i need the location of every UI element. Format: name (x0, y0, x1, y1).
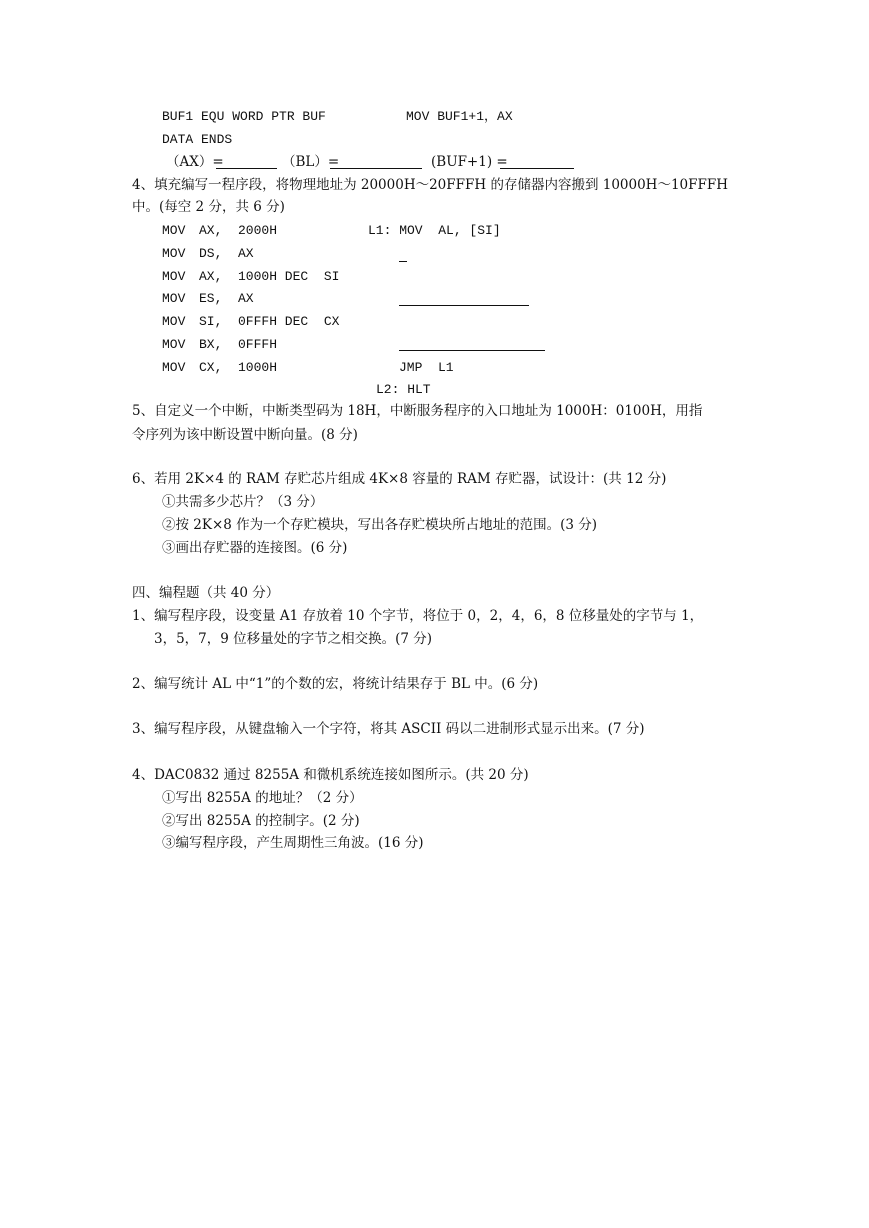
q6-subitem: ②按 2K×8 作为一个存贮模块，写出各存贮模块所占地址的范围。(3 分) (162, 517, 598, 533)
q4-fill-blank-3 (399, 350, 545, 351)
q4-code-arg1: DS, (199, 246, 223, 261)
q4-code-op: MOV (162, 269, 186, 284)
q4-code-arg2: 0FFFH (238, 337, 278, 352)
q5-text-line2: 令序列为该中断设置中断向量。(8 分) (132, 427, 358, 443)
p1-text-line2: 3，5，7，9 位移量处的字节之相交换。(7 分) (154, 631, 433, 647)
q5-text-line1: 5、自定义一个中断，中断类型码为 18H，中断服务程序的入口地址为 1000H：0100H，用指 (132, 403, 703, 419)
p4-subitem: ③编写程序段，产生周期性三角波。(16 分) (162, 835, 424, 851)
q4-code-op: MOV (162, 337, 186, 352)
q4-fill-blank-2 (399, 305, 529, 306)
buf-answer-blank (500, 168, 574, 169)
q4-code-l2: L2: HLT (376, 382, 431, 397)
q4-code-arg1: AX, (199, 223, 223, 238)
p3-text: 3、编写程序段，从键盘输入一个字符，将其 ASCII 码以二进制形式显示出来。(7 分) (132, 721, 645, 737)
q4-code-arg1: ES, (199, 291, 223, 306)
q4-code-arg1: CX, (199, 360, 223, 375)
q6-subitem: ③画出存贮器的连接图。(6 分) (162, 540, 348, 556)
q4-code-op: MOV (162, 360, 186, 375)
p4-subitem: ①写出 8255A 的地址？（2 分） (162, 790, 363, 806)
ax-answer-blank (216, 168, 277, 169)
code-mov-buf-line: MOV BUF1+1，AX (406, 109, 513, 124)
q4-code-arg2: 0FFFH DEC CX (238, 314, 340, 329)
q4-code-arg1: BX, (199, 337, 223, 352)
q4-code-arg1: SI, (199, 314, 223, 329)
q4-text-line1: 4、填充编写一程序段，将物理地址为 20000H～20FFFH 的存储器内容搬到 10000H～10FFFH (132, 177, 729, 193)
q4-fill-blank-1 (399, 261, 407, 262)
q4-code-op: MOV (162, 314, 186, 329)
q6-text-line1: 6、若用 2K×4 的 RAM 存贮芯片组成 4K×8 容量的 RAM 存贮器，试设计：(共 12 分) (132, 471, 667, 487)
q4-code-arg2: AX (238, 246, 254, 261)
p4-text: 4、DAC0832 通过 8255A 和微机系统连接如图所示。(共 20 分) (132, 767, 529, 783)
bl-answer-blank (330, 168, 422, 169)
q4-code-arg2: 1000H (238, 360, 278, 375)
q4-code-op: MOV (162, 246, 186, 261)
p4-subitem: ②写出 8255A 的控制字。(2 分) (162, 813, 360, 829)
q4-code-jmp: JMP L1 (399, 360, 454, 375)
q4-code-l1: L1: MOV AL, [SI] (368, 223, 501, 238)
bl-answer-label: （BL）= (282, 154, 340, 170)
ax-answer-label: （AX）= (166, 154, 224, 170)
p1-text-line1: 1、编写程序段，设变量 A1 存放着 10 个字节，将位于 0，2，4，6，8 位移量处的字节与 1， (132, 608, 704, 624)
section-heading: 四、编程题（共 40 分） (132, 585, 280, 601)
code-buf1-line: BUF1 EQU WORD PTR BUF (162, 109, 326, 124)
q4-code-arg2: 2000H (238, 223, 278, 238)
code-data-ends-line: DATA ENDS (162, 132, 233, 147)
q4-text-line2: 中。(每空 2 分，共 6 分) (132, 199, 285, 215)
q4-code-op: MOV (162, 223, 186, 238)
q4-code-op: MOV (162, 291, 186, 306)
q4-code-arg2: 1000H DEC SI (238, 269, 340, 284)
q4-code-arg1: AX, (199, 269, 223, 284)
q4-code-arg2: AX (238, 291, 254, 306)
p2-text: 2、编写统计 AL 中“1”的个数的宏，将统计结果存于 BL 中。(6 分) (132, 676, 539, 692)
q6-subitem: ①共需多少芯片？（3 分） (162, 494, 324, 510)
buf-answer-label: (BUF+1) = (431, 154, 508, 170)
